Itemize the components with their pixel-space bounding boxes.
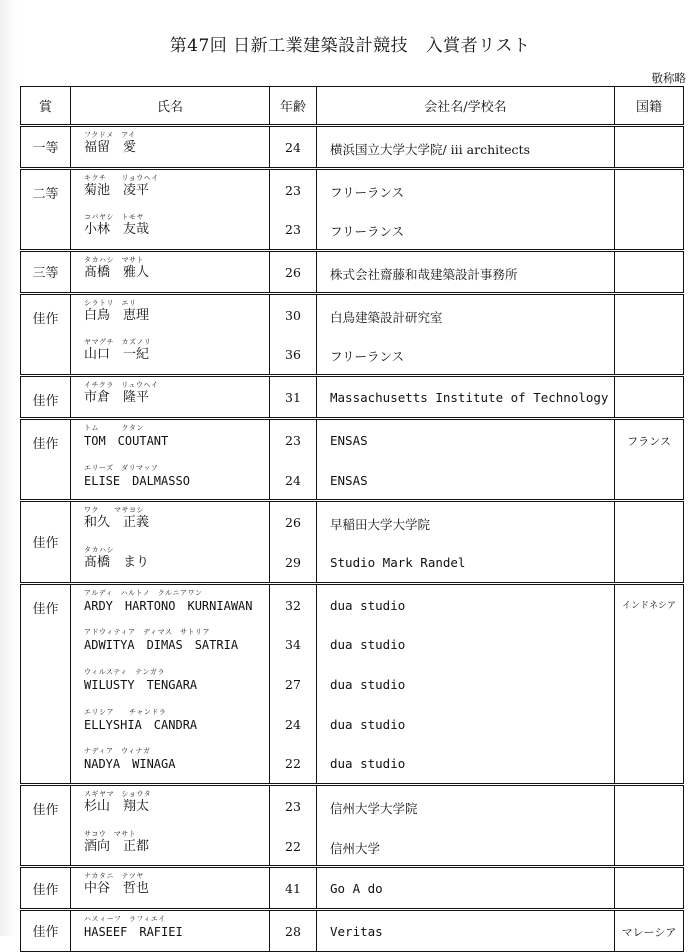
prize-cell: 三等 [21, 251, 71, 294]
prize-cell: 佳作 [21, 418, 71, 500]
name-entry [71, 252, 269, 292]
nationality-value [615, 624, 683, 664]
person-name: 市倉 隆平 [84, 390, 150, 406]
nationality-value [615, 170, 683, 210]
name-reading: エリーズ ダリマッソ [84, 463, 159, 472]
nationality-value [615, 664, 683, 704]
age-cell [270, 867, 317, 910]
nationality-value [615, 786, 683, 826]
person-name: 和久 正義 [84, 515, 150, 531]
age-value: 29 [285, 554, 301, 570]
nationality-cell [615, 168, 684, 250]
age-value: 22 [285, 838, 301, 854]
person-name: 福留 愛 [84, 140, 137, 155]
age-value: 27 [285, 676, 301, 692]
table-row [21, 867, 684, 910]
company-value: Veritas [330, 924, 383, 940]
nationality-value: フランス [627, 434, 671, 448]
age-cell [270, 126, 317, 169]
table-row [21, 418, 684, 500]
nationality-value: マレーシア [621, 926, 677, 940]
company-value: 横浜国立大学大学院/ iii architects [330, 142, 530, 157]
age-cell [270, 501, 317, 583]
name-cell [71, 168, 270, 250]
name-reading: トム クタン [84, 423, 144, 432]
nationality-cell [615, 251, 684, 294]
nationality-cell [615, 785, 684, 867]
name-cell [71, 785, 270, 867]
name-reading: フクドメ アイ [84, 131, 136, 139]
table-row [21, 785, 684, 867]
name-reading: アルディ ハルトノ クルニアワン [84, 588, 203, 597]
table-row [21, 168, 684, 250]
company-value: Massachusetts Institute of Technology [330, 390, 609, 406]
name-entry [71, 704, 269, 744]
age-value: 28 [285, 924, 301, 940]
nationality-cell [615, 910, 684, 952]
age-cell [270, 168, 317, 250]
name-cell [71, 418, 270, 500]
company-value: ENSAS [330, 472, 368, 488]
name-cell [71, 867, 270, 910]
person-name: TOM COUTANT [84, 433, 169, 448]
prize-cell: 佳作 [21, 910, 71, 952]
age-cell [270, 293, 317, 375]
person-name: 酒向 正都 [84, 838, 150, 854]
name-reading: シラトリ エリ [84, 298, 137, 307]
age-value: 23 [285, 182, 301, 198]
age-value: 22 [285, 756, 301, 772]
table-body [21, 126, 684, 952]
company-value: フリーランス [330, 224, 405, 240]
nationality-cell [615, 501, 684, 583]
prize-cell: 二等 [21, 168, 71, 250]
company-cell [317, 910, 615, 952]
company-value: 株式会社齋藤和哉建築設計事務所 [330, 267, 518, 283]
nationality-cell [615, 418, 684, 500]
age-value: 23 [285, 222, 301, 238]
page-binding-shadow [0, 0, 18, 936]
age-value: 23 [285, 432, 301, 448]
company-cell [317, 251, 615, 294]
age-cell [270, 251, 317, 294]
nationality-cell [615, 376, 684, 419]
header-name: 氏名 [71, 87, 270, 126]
person-name: ADWITYA DIMAS SATRIA [84, 638, 239, 653]
nationality-value [615, 295, 683, 335]
prize-cell: 佳作 [21, 583, 71, 784]
name-reading: ヤマグチ カズノリ [84, 338, 152, 347]
person-name: 菊池 凌平 [84, 182, 150, 198]
name-reading: ウィルスティ テンガラ [84, 667, 165, 676]
person-name: 杉山 翔太 [84, 799, 150, 814]
company-value: Studio Mark Randel [330, 554, 466, 570]
document-title: 第47回 日新工業建築設計競技 入賞者リスト [169, 36, 531, 56]
name-entry [71, 334, 269, 374]
company-cell [317, 867, 615, 910]
name-cell [71, 910, 270, 952]
name-entry [71, 127, 269, 167]
person-name: NADYA WINAGA [84, 757, 176, 772]
age-cell [270, 785, 317, 867]
prize-cell: 佳作 [21, 867, 71, 910]
nationality-value [615, 868, 683, 908]
name-entry [71, 209, 269, 249]
age-value: 30 [285, 307, 301, 323]
nationality-value [615, 127, 683, 167]
age-value: 26 [285, 265, 301, 281]
age-value: 24 [285, 716, 301, 732]
header-nationality: 国籍 [615, 87, 684, 126]
company-value: フリーランス [330, 184, 405, 200]
name-entry [71, 460, 269, 500]
header-prize: 賞 [21, 87, 71, 126]
name-entry [71, 664, 269, 704]
name-reading: タカハシ マサト [84, 256, 144, 265]
name-reading: コバヤシ トモヤ [84, 213, 144, 222]
name-entry [71, 170, 269, 210]
company-value: dua studio [330, 716, 406, 732]
name-entry [71, 868, 269, 908]
person-name: 髙橋 まり [84, 554, 150, 570]
age-cell [270, 910, 317, 952]
name-cell [71, 583, 270, 784]
name-reading: ナカタニ テツヤ [84, 872, 144, 881]
company-value: 白鳥建築設計研究室 [330, 309, 443, 325]
table-header-row [21, 87, 684, 126]
person-name: 髙橋 雅人 [84, 265, 150, 281]
person-name: ELLYSHIA CANDRA [84, 717, 198, 732]
table-row [21, 583, 684, 784]
nationality-cell [615, 293, 684, 375]
name-entry [71, 786, 269, 826]
name-entry [71, 585, 269, 625]
name-cell [71, 251, 270, 294]
table-row [21, 376, 684, 419]
age-value: 24 [285, 140, 301, 155]
company-value: 信州大学 [330, 840, 381, 856]
name-reading: アドウィティア ディマス サトリア [84, 628, 210, 637]
honorific-note: 敬称略 [651, 71, 686, 85]
age-value: 24 [285, 472, 301, 488]
age-cell [270, 583, 317, 784]
company-value: 早稲田大学大学院 [330, 517, 431, 533]
company-cell [317, 168, 615, 250]
table-row [21, 126, 684, 169]
person-name: HASEEF RAFIEI [84, 925, 183, 940]
company-cell [317, 501, 615, 583]
company-value: ENSAS [330, 432, 368, 448]
name-reading: ワク マサヨシ [84, 506, 144, 515]
person-name: 白鳥 恵理 [84, 307, 150, 323]
company-cell [317, 376, 615, 419]
name-reading: ハスィーフ ラフィエイ [84, 915, 166, 924]
company-cell [317, 418, 615, 500]
name-entry [71, 542, 269, 582]
name-entry [71, 624, 269, 664]
name-entry [71, 295, 269, 335]
age-value: 32 [285, 597, 301, 613]
nationality-value [615, 209, 683, 249]
name-cell [71, 293, 270, 375]
table-row [21, 293, 684, 375]
company-value: dua studio [330, 597, 406, 613]
table-row [21, 251, 684, 294]
company-cell [317, 293, 615, 375]
nationality-value [615, 252, 683, 292]
nationality-value [615, 502, 683, 542]
name-reading: タカハシ [84, 545, 114, 554]
prize-cell: 佳作 [21, 501, 71, 583]
age-value: 36 [285, 347, 301, 363]
nationality-cell [615, 867, 684, 910]
name-entry [71, 377, 269, 417]
table-row [21, 910, 684, 952]
name-cell [71, 126, 270, 169]
company-value: dua studio [330, 637, 406, 653]
nationality-value [615, 334, 683, 374]
nationality-value [615, 377, 683, 417]
name-entry [71, 420, 269, 460]
name-reading: エリシア チャンドラ [84, 707, 167, 716]
name-reading: ナディア ウィナガ [84, 747, 151, 756]
prize-cell: 佳作 [21, 785, 71, 867]
company-value: dua studio [330, 676, 406, 692]
company-cell [317, 126, 615, 169]
name-cell [71, 376, 270, 419]
company-value: 信州大学大学院 [330, 801, 418, 816]
company-value: フリーランス [330, 349, 405, 365]
name-entry [71, 911, 269, 951]
age-value: 34 [285, 637, 301, 653]
header-company: 会社名/学校名 [317, 87, 615, 126]
person-name: 山口 一紀 [84, 347, 150, 363]
age-value: 31 [285, 390, 301, 406]
person-name: 中谷 哲也 [84, 881, 150, 897]
age-cell [270, 418, 317, 500]
prize-cell: 佳作 [21, 376, 71, 419]
name-entry [71, 743, 269, 783]
age-value: 23 [285, 799, 301, 814]
nationality-value [615, 542, 683, 582]
nationality-value [615, 460, 683, 500]
person-name: ELISE DALMASSO [84, 473, 190, 488]
name-reading: キクチ リョウヘイ [84, 173, 159, 182]
nationality-value [615, 704, 683, 744]
name-entry [71, 826, 269, 866]
company-value: dua studio [330, 756, 406, 772]
company-cell [317, 583, 615, 784]
name-cell [71, 501, 270, 583]
nationality-cell [615, 583, 684, 784]
age-cell [270, 376, 317, 419]
name-entry [71, 502, 269, 542]
name-reading: イチクラ リュウヘイ [84, 381, 159, 390]
company-value: Go A do [330, 881, 383, 897]
nationality-value: インドネシア [622, 600, 676, 611]
person-name: WILUSTY TENGARA [84, 677, 198, 692]
age-value: 26 [285, 515, 301, 531]
person-name: ARDY HARTONO KURNIAWAN [84, 598, 253, 613]
name-reading: サコウ マサト [84, 829, 137, 838]
nationality-cell [615, 126, 684, 169]
prize-cell: 一等 [21, 126, 71, 169]
prize-cell: 佳作 [21, 293, 71, 375]
table-row [21, 501, 684, 583]
name-reading: スギヤマ ショウタ [84, 790, 152, 798]
winners-table [20, 86, 684, 952]
nationality-value [615, 826, 683, 866]
age-value: 41 [285, 881, 301, 897]
nationality-value [615, 743, 683, 783]
header-age: 年齢 [270, 87, 317, 126]
person-name: 小林 友哉 [84, 222, 150, 238]
company-cell [317, 785, 615, 867]
